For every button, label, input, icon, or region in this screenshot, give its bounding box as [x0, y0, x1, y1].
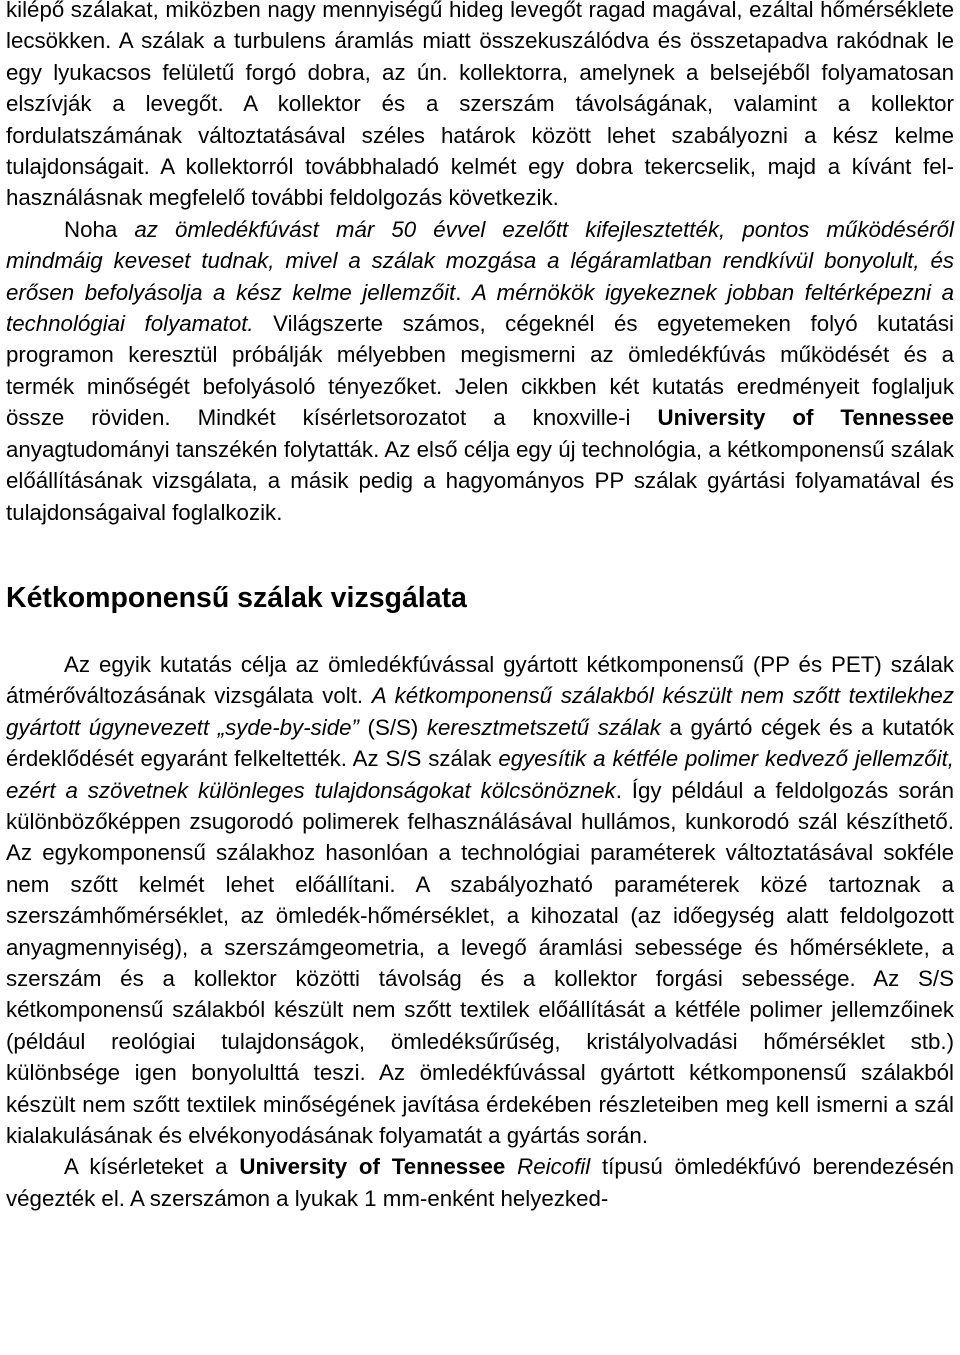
text-run: kilépő szálakat, miközben nagy mennyiségű hideg levegőt ragad magával, ezáltal hőmérséklete lecsökken. A szálak a turbulens áramlás miatt összekuszálódva és összetapadva rakódnak le egy lyukacsos felületű forgó dobra, az ún. kollektorra, amelynek a belsejéből folyamatosan elszívják a levegőt. A kollektor és a szerszám távolságának, valamint a kollektor fordulatszámának változtatásával széles határok között lehet szabályozni a kész kelme tulajdonságait. A kollektorról továbbhaladó kelmét egy dobra tekercselik, majd a kívánt felhasználásnak megfelelő további feldolgozás következik. — [6, 0, 954, 211]
text-run: a gyártó cégek és a kutatók érdeklődését egyaránt felkeltették. Az S/S szálak — [6, 714, 954, 772]
text-run: (S/S) — [358, 714, 427, 740]
paragraph-overview — [6, 214, 954, 528]
paragraph-bicomponent — [6, 649, 954, 1152]
italic-run: egyesítik a kétféle polimer kedvező jellemzőit, ezért a szövetnek különleges tulajdonságokat kölcsönöznek — [6, 746, 954, 803]
bold-run-university: University of Tennessee — [657, 405, 955, 431]
italic-run: A kétkomponensű szálakból készült nem szőtt textilekhez gyártott úgynevezett „syde-by-side” — [6, 683, 954, 740]
text-run: Noha — [64, 216, 135, 242]
italic-run: az ömledékfúvást már 50 évvel ezelőtt kifejlesztették, pontos működéséről mindmáig keveset tudnak, mivel a szálak mozgása a légáramlatban rendkívül bonyolult, és erősen befolyásolja a kész kelme jellemzőit — [6, 216, 955, 305]
text-run: anyagtudományi tanszékén folytatták. Az első célja egy új technológia, a kétkomponensű szálak előállításának vizsgálata, a másik pedig a hagyományos PP szálak gyártási folyamatával és tulajdonságaival foglalkozik. — [6, 436, 954, 525]
paragraph-experiments — [6, 1151, 954, 1214]
bold-run-university: University of Tennessee — [239, 1154, 506, 1180]
text-run: Világszerte számos, cégeknél és egyetemeken folyó kutatási programon keresztül próbálják mélyebben megismerni az ömledékfúvás működését és a termék minőségét befolyásoló tényezőket. Jelen cikkben két kutatás eredményeit foglaljuk össze röviden. Mindkét kísérletsorozatot a knoxville-i — [6, 311, 954, 431]
paragraph-intro — [6, 0, 954, 214]
text-run: . Így például a feldolgozás során különbözőképpen zsugorodó polimerek felhasználásával hullámos, kunkorodó szál készíthető. Az egykomponensű szálakhoz hasonlóan a technológiai paraméterek változtatásával sokféle nem szőtt kelmét lehet előállítani. A szabályozható paraméterek közé tartoznak a szerszámhőmérséklet, az ömledék-hőmérséklet, a kihozatal (az időegység alatt feldolgozott anyagmennyiség), a szerszámgeometria, a levegő áramlási sebessége és hőmérséklete, a szerszám és a kollektor közötti távolság és a kollektor forgási sebessége. Az S/S kétkomponensű szálakból készült nem szőtt textilek előállítását a kétféle polimer jellemzőinek (például reológiai tulajdonságok, ömledéksűrűség, kristályolvadási hőmérséklet stb.) különbsége igen bonyolulttá teszi. Az ömledékfúvással gyártott kétkomponensű szálakból készült nem szőtt textilek minőségének javítása érdekében részleteiben meg kell ismerni a szál kialakulásának és elvékonyodásának folyamatát a gyártás során. — [6, 777, 954, 1148]
text-run: A kísérleteket a — [64, 1154, 240, 1180]
text-run: típusú ömledékfúvó berendezésén végezték el. A szerszámon a lyukak 1 mm-enként helyezked- — [6, 1154, 954, 1211]
section-heading: Kétkomponensű szálak vizsgálata — [6, 581, 467, 614]
italic-run: A mérnökök igyekeznek jobban feltérképezni a technológiai folyamatot. — [6, 279, 955, 337]
text-run: . — [455, 279, 473, 305]
text-run: Az egyik kutatás célja az ömledékfúvással gyártott kétkomponensű (PP és PET) szálak átmérőváltozásának vizsgálata volt. — [6, 651, 954, 709]
text-run — [505, 1154, 517, 1179]
italic-run: keresztmetszetű szálak — [426, 714, 661, 740]
italic-run-reicofil: Reicofil — [517, 1154, 591, 1180]
